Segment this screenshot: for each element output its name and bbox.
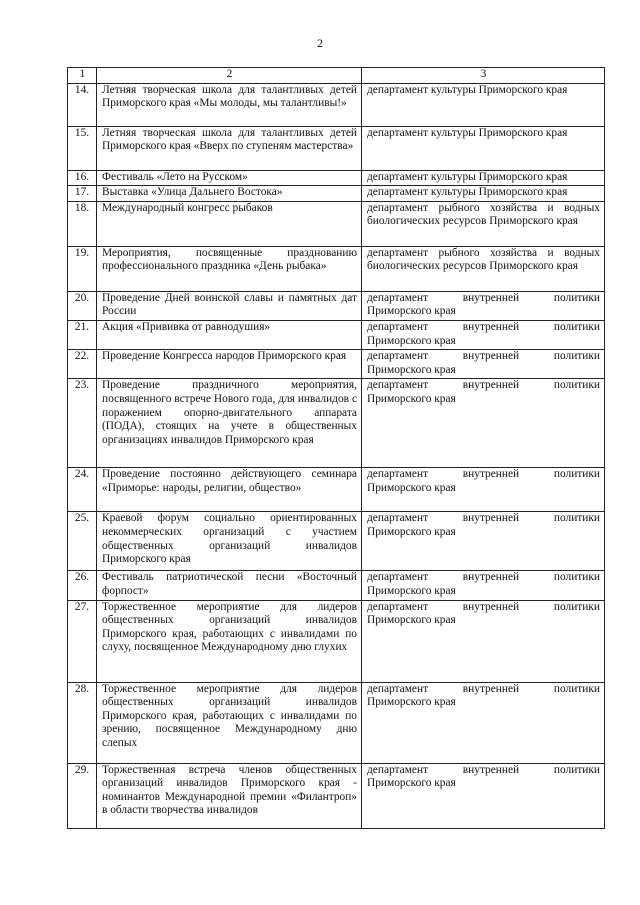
table-row	[68, 83, 605, 126]
responsible-department: департамент внутренней политики Приморского края	[362, 291, 605, 320]
responsible-department: департамент внутренней политики Приморского края	[362, 571, 605, 600]
table-row	[68, 246, 605, 291]
event-name: Фестиваль «Лето на Русском»	[97, 170, 362, 186]
event-name: Мероприятия, посвященные празднованию профессионального праздника «День рыбака»	[97, 246, 362, 291]
table-row	[68, 320, 605, 349]
table-row	[68, 512, 605, 571]
table-row	[68, 201, 605, 246]
table-row	[68, 186, 605, 202]
row-number: 19.	[68, 246, 97, 291]
table-row	[68, 170, 605, 186]
row-number: 18.	[68, 201, 97, 246]
events-table	[67, 67, 605, 829]
table-row	[68, 763, 605, 828]
responsible-department: департамент рыбного хозяйства и водных биологических ресурсов Приморского края	[362, 246, 605, 291]
event-name: Краевой форум социально ориентированных некоммерческих организаций с участием общественных организаций инвалидов Приморского края	[97, 512, 362, 571]
table-row	[68, 468, 605, 512]
row-number: 27.	[68, 600, 97, 682]
responsible-department: департамент внутренней политики Приморского края	[362, 379, 605, 468]
row-number: 28.	[68, 682, 97, 763]
responsible-department: департамент культуры Приморского края	[362, 126, 605, 170]
event-name: Международный конгресс рыбаков	[97, 201, 362, 246]
row-number: 14.	[68, 83, 97, 126]
row-number: 15.	[68, 126, 97, 170]
row-number: 24.	[68, 468, 97, 512]
event-name: Проведение Дней воинской славы и памятных дат России	[97, 291, 362, 320]
table-row	[68, 600, 605, 682]
event-name: Фестиваль патриотической песни «Восточный форпост»	[97, 571, 362, 600]
responsible-department: департамент внутренней политики Приморского края	[362, 350, 605, 379]
row-number: 22.	[68, 350, 97, 379]
table-row	[68, 682, 605, 763]
column-header-event: 2	[97, 68, 362, 84]
row-number: 23.	[68, 379, 97, 468]
table-row	[68, 379, 605, 468]
responsible-department: департамент внутренней политики Приморского края	[362, 512, 605, 571]
row-number: 17.	[68, 186, 97, 202]
event-name: Выставка «Улица Дальнего Востока»	[97, 186, 362, 202]
event-name: Проведение постоянно действующего семинара «Приморье: народы, религии, общество»	[97, 468, 362, 512]
event-name: Проведение Конгресса народов Приморского края	[97, 350, 362, 379]
responsible-department: департамент внутренней политики Приморского края	[362, 600, 605, 682]
row-number: 25.	[68, 512, 97, 571]
responsible-department: департамент культуры Приморского края	[362, 170, 605, 186]
responsible-department: департамент культуры Приморского края	[362, 186, 605, 202]
row-number: 16.	[68, 170, 97, 186]
row-number: 20.	[68, 291, 97, 320]
responsible-department: департамент культуры Приморского края	[362, 83, 605, 126]
table-row	[68, 291, 605, 320]
responsible-department: департамент рыбного хозяйства и водных биологических ресурсов Приморского края	[362, 201, 605, 246]
table-header-row	[68, 68, 605, 84]
table-row	[68, 126, 605, 170]
row-number: 21.	[68, 320, 97, 349]
event-name: Торжественное мероприятие для лидеров общественных организаций инвалидов Приморского края, работающих с инвалидами по слуху, посвященное Международному дню глухих	[97, 600, 362, 682]
table-row	[68, 571, 605, 600]
page-number: 2	[317, 36, 323, 50]
responsible-department: департамент внутренней политики Приморского края	[362, 320, 605, 349]
responsible-department: департамент внутренней политики Приморского края	[362, 763, 605, 828]
event-name: Торжественная встреча членов общественных организаций инвалидов Приморского края - номинантов Международной премии «Филантроп» в области творчества инвалидов	[97, 763, 362, 828]
event-name: Торжественное мероприятие для лидеров общественных организаций инвалидов Приморского края, работающих с инвалидами по зрению, посвященное Международному дню слепых	[97, 682, 362, 763]
responsible-department: департамент внутренней политики Приморского края	[362, 682, 605, 763]
responsible-department: департамент внутренней политики Приморского края	[362, 468, 605, 512]
event-name: Летняя творческая школа для талантливых детей Приморского края «Мы молоды, мы талантливы!»	[97, 83, 362, 126]
column-header-department: 3	[362, 68, 605, 84]
row-number: 26.	[68, 571, 97, 600]
event-name: Акция «Прививка от равнодушия»	[97, 320, 362, 349]
row-number: 29.	[68, 763, 97, 828]
table-row	[68, 350, 605, 379]
column-header-number: 1	[68, 68, 97, 84]
event-name: Летняя творческая школа для талантливых детей Приморского края «Вверх по ступеням мастерства»	[97, 126, 362, 170]
event-name: Проведение праздничного мероприятия, посвященного встрече Нового года, для инвалидов с поражением опорно-двигательного аппарата (ПОДА), стоящих на учете в общественных организациях инвалидов Приморского края	[97, 379, 362, 468]
